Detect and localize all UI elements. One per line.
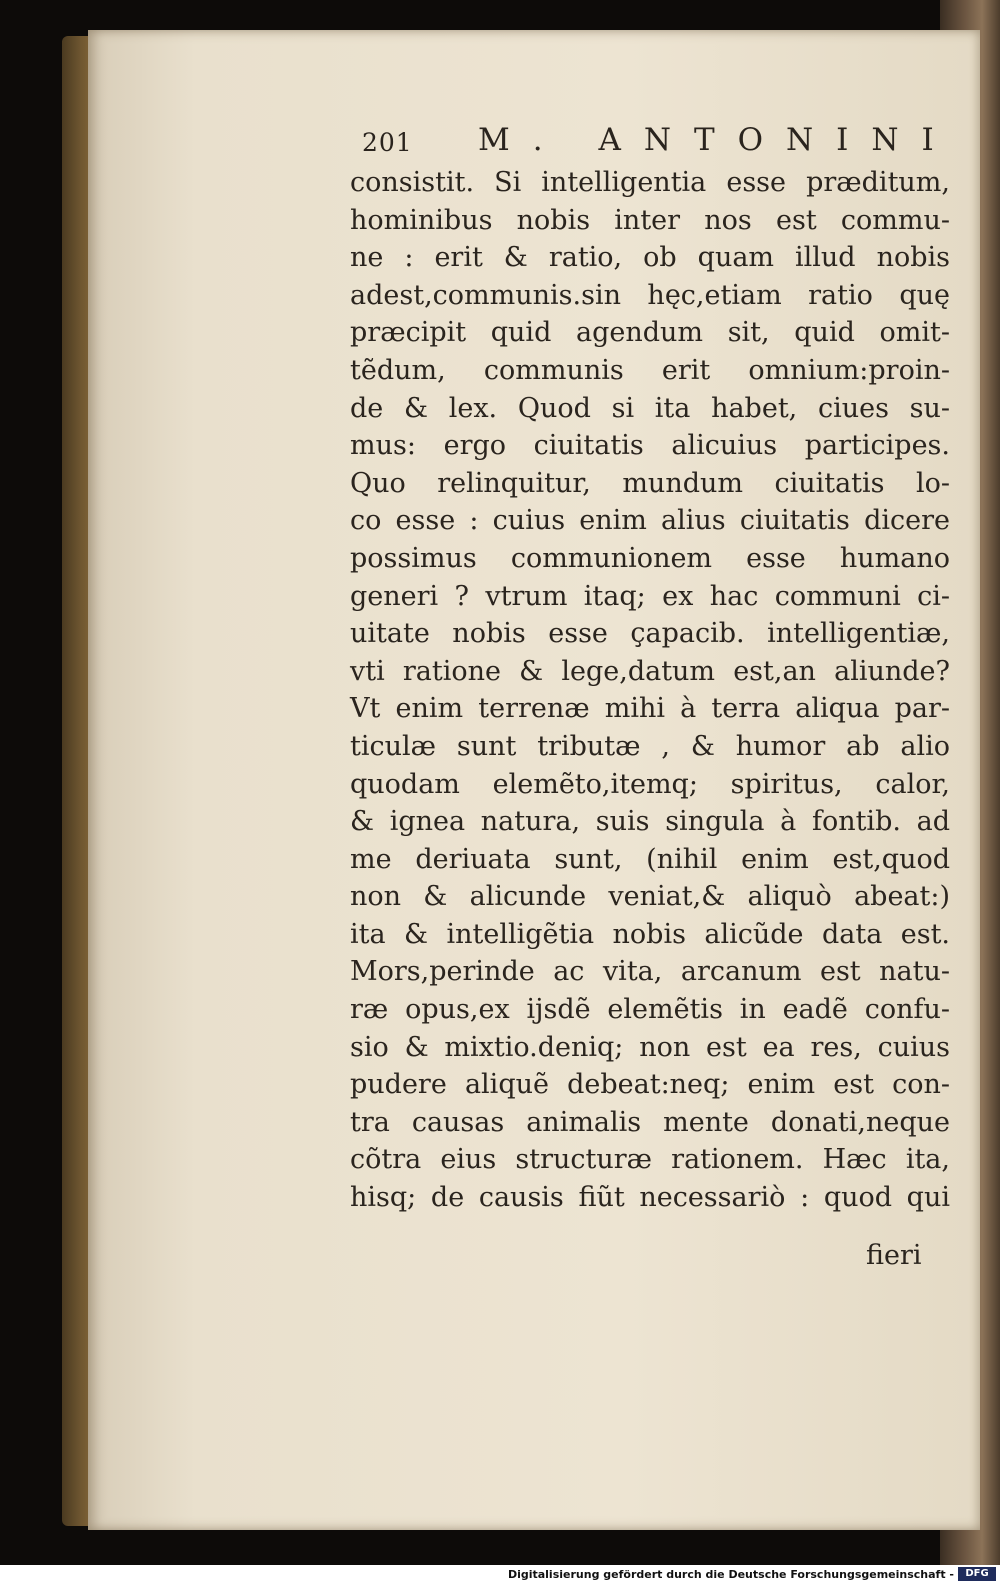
text-line: præcipit quid agendum sit, quid omit- [350, 317, 950, 349]
text-line: non & alicunde veniat,& aliquò abeat:) [350, 881, 950, 913]
running-title: M. ANTONINI [478, 122, 957, 158]
text-line: quodam elemẽto,itemq; spiritus, calor, [350, 768, 950, 800]
body-text [350, 164, 950, 1217]
text-line: & ignea natura, suis singula à fontib. ad [350, 806, 950, 838]
text-line: ræ opus,ex ijsdẽ elemẽtis in eadẽ confu- [350, 994, 950, 1026]
text-line: hominibus nobis inter nos est commu- [350, 204, 950, 236]
text-line: mus: ergo ciuitatis alicuius participes. [350, 430, 950, 462]
text-line: possimus communionem esse humano [350, 542, 950, 574]
catchword: fieri [866, 1240, 922, 1271]
text-line: adest,communis.sin hęc,etiam ratio quę [350, 279, 950, 311]
page-header [362, 122, 957, 170]
page-number: 201 [362, 128, 413, 157]
text-line: uitate nobis esse çapacib. intelligentiæ, [350, 618, 950, 650]
footer-credit: Digitalisierung gefördert durch die Deutsche Forschungsgemeinschaft - [507, 1568, 954, 1581]
text-line: Mors,perinde ac vita, arcanum est natu- [350, 956, 950, 988]
footer-bar [0, 1565, 1000, 1583]
text-line: cõtra eius structuræ rationem. Hæc ita, [350, 1144, 950, 1176]
text-line: hisq; de causis fiũt necessariò : quod qui [350, 1182, 950, 1214]
dfg-logo: DFG [958, 1567, 996, 1581]
text-line: ita & intelligẽtia nobis alicũde data est. [350, 918, 950, 950]
text-line: consistit. Si intelligentia esse præditum, [350, 167, 950, 198]
text-line: tra causas animalis mente donati,neque [350, 1106, 950, 1138]
text-line: me deriuata sunt, (nihil enim est,quod [350, 843, 950, 875]
text-line: generi ? vtrum itaq; ex hac communi ci- [350, 580, 950, 612]
text-line: ne : erit & ratio, ob quam illud nobis [350, 242, 950, 274]
text-line: co esse : cuius enim alius ciuitatis dicere [350, 505, 950, 537]
text-line: vti ratione & lege,datum est,an aliunde? [350, 655, 950, 687]
text-line: de & lex. Quod si ita habet, ciues su- [350, 392, 950, 424]
text-line: sio & mixtio.deniq; non est ea res, cuius [350, 1031, 950, 1063]
text-line: tẽdum, communis erit omnium:proin- [350, 354, 950, 386]
text-line: pudere aliquẽ debeat:neq; enim est con- [350, 1069, 950, 1101]
text-line: Vt enim terrenæ mihi à terra aliqua par- [350, 693, 950, 725]
text-line: Quo relinquitur, mundum ciuitatis lo- [350, 467, 950, 499]
text-line: ticulæ sunt tributæ , & humor ab alio [350, 730, 950, 762]
